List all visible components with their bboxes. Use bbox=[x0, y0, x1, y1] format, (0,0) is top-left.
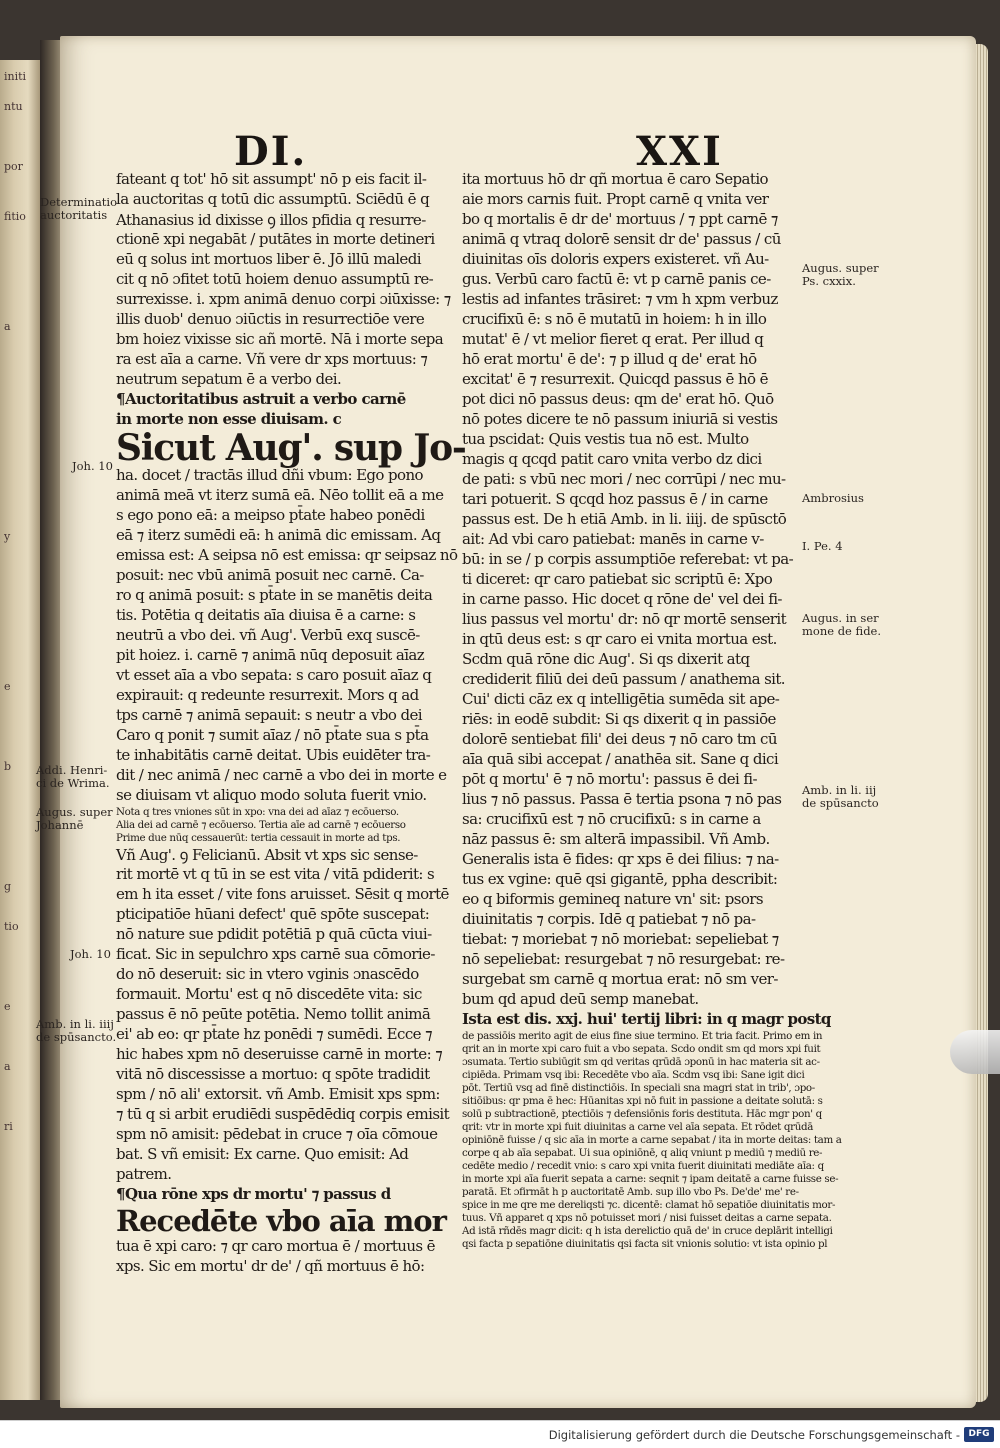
funding-credit: Digitalisierung gefördert durch die Deutsche Forschungsgemeinschaft - bbox=[548, 1428, 960, 1442]
left-page-fragment: fitio bbox=[4, 210, 26, 223]
text-line: fateant q tot' hō sit assumpt' nō p eis facit il- bbox=[116, 170, 427, 188]
text-line: emissa est: A seipsa nō est emissa: qr seipsaz nō bbox=[116, 546, 458, 564]
left-page-fragment: por bbox=[4, 160, 23, 173]
text-line: animā q vtraq dolorē sensit dr de' passus / cū bbox=[462, 230, 781, 248]
text-line: xps. Sic em mortu' dr de' / qñ mortuus ē hō: bbox=[116, 1257, 425, 1275]
text-line: riēs: in eodē subdit: Si qs dixerit q in passiōe bbox=[462, 710, 776, 728]
text-line: lestis ad infantes trāsiret: ⁊ vm h xpm verbuz bbox=[462, 290, 778, 308]
left-page-fragment: ri bbox=[4, 1120, 13, 1133]
marginal-note: Joh. 10 bbox=[72, 459, 113, 473]
left-page-fragment: tio bbox=[4, 920, 19, 933]
text-line: tiebat: ⁊ moriebat ⁊ nō moriebat: sepeliebat ⁊ bbox=[462, 930, 779, 948]
text-line: Vñ Aug'. ꝯ Felicianū. Absit vt xps sic sense- bbox=[116, 846, 418, 864]
text-line: qrit: vtr in morte xpi fuit diuinitas a carne vel aīa sepata. Et rōdet qrūdā bbox=[462, 1121, 814, 1133]
running-head-left: DI. bbox=[234, 128, 308, 175]
marginal-note: Joh. 10 bbox=[70, 947, 111, 961]
text-line: ɔsumata. Tertio subiūgit sm qd veritas qrūdā ɔponū in hac materia sit ac- bbox=[462, 1056, 820, 1068]
text-line: aie mors carnis fuit. Propt carnē q vnita ver bbox=[462, 190, 769, 208]
text-line: Nota q tres vniones sūt in xpo: vna dei ad aīaz ⁊ ecōuerso. bbox=[116, 806, 399, 818]
text-line: eo q biformis gemineq nature vn' sit: psors bbox=[462, 890, 763, 908]
marginal-note: Amb. in li. iiij de spūsancto. bbox=[36, 1017, 117, 1044]
text-line: ¶Qua rōne xps dr mortu' ⁊ passus d bbox=[116, 1185, 391, 1203]
text-line: s ego pono eā: a meipso pt̄ate habeo ponēdi bbox=[116, 506, 425, 524]
text-line: de passiōis merito agit de eius fine siue termino. Et tria facit. Primo em in bbox=[462, 1030, 823, 1042]
text-line: bū: in se / p corpis assumptiōe referebat: vt pa- bbox=[462, 550, 794, 568]
text-line: ficat. Sic in sepulchro xps carnē sua cōmorie- bbox=[116, 945, 435, 963]
left-page-fragment: a bbox=[4, 320, 11, 333]
text-line: tps carnē ⁊ animā sepauit: s neutr a vbo dei bbox=[116, 706, 422, 724]
text-line: tua pscidat: Quis vestis tua nō est. Multo bbox=[462, 430, 749, 448]
left-page-fragment: b bbox=[4, 760, 12, 773]
text-line: Recedēte vbo aīa mor bbox=[116, 1204, 446, 1238]
text-line: Caro q ponit ⁊ sumit aīaz / nō pt̄ate sua s pt̄a bbox=[116, 726, 429, 744]
text-line: te inhabitātis carnē deitat. Ubis euidēter tra- bbox=[116, 746, 431, 764]
text-line: corpe q ab aīa sepabat. Ui sua opiniōnē, q aliq vniunt p mediū ⁊ mediū re- bbox=[462, 1147, 823, 1159]
text-line: bat. S vñ emisit: Ex carne. Quo emisit: Ad bbox=[116, 1145, 409, 1163]
text-line: dit / nec animā / nec carnē a vbo dei in morte e bbox=[116, 766, 447, 784]
text-line: expirauit: q redeunte resurrexit. Mors q ad bbox=[116, 686, 419, 704]
text-line: spm / nō ali' extorsit. vñ Amb. Emisit xps spm: bbox=[116, 1085, 440, 1103]
text-line: eū q solus int mortuos liber ē. Jō illū maledi bbox=[116, 250, 421, 268]
text-line: Cui' dicti cāz ex q intelligētia sumēda sit ape- bbox=[462, 690, 780, 708]
text-line: paratā. Et ɔfirmāt h p auctoritatē Amb. sup illo vbo Ps. De'de' me' re- bbox=[462, 1186, 799, 1198]
text-line: cedēte medio / recedit vnio: s caro xpi vnita fuerit diuinitati mediāte aīa: q bbox=[462, 1160, 824, 1172]
text-line: ¶Auctoritatibus astruit a verbo carnē bbox=[116, 390, 406, 408]
text-column-left bbox=[116, 170, 466, 1277]
left-page-fragment: a bbox=[4, 1060, 11, 1073]
text-line: nō sepeliebat: resurgebat ⁊ nō resurgebat: re- bbox=[462, 950, 785, 968]
text-line: vitā nō discessisse a mortuo: q spōte tradidit bbox=[116, 1065, 430, 1083]
text-line: mutat' ē / vt melior fieret q erat. Per illud q bbox=[462, 330, 764, 348]
text-line: pōt q mortu' ē ⁊ nō mortu': passus ē dei fi- bbox=[462, 770, 757, 788]
text-line: nāz passus ē: sm alterā impassibil. Vñ Amb. bbox=[462, 830, 770, 848]
text-line: in carne passo. Hic docet q rōne de' vel dei fi- bbox=[462, 590, 782, 608]
text-line: se diuisam vt aliquo modo soluta fuerit vnio. bbox=[116, 786, 427, 804]
text-line: nō nature sue pdidit potētiā p quā cūcta viui- bbox=[116, 925, 432, 943]
text-line: lius passus vel mortu' dr: nō qr mortē senserit bbox=[462, 610, 787, 628]
text-line: Scdm quā rōne dic Aug'. Si qs dixerit atq bbox=[462, 650, 750, 668]
marginal-note: Augus. super Johannē bbox=[36, 805, 113, 832]
text-line: bo q mortalis ē dr de' mortuus / ⁊ ppt carnē ⁊ bbox=[462, 210, 778, 228]
text-line: in morte xpi aīa fuerit sepata a carne: seqnit ⁊ ipam deitatē a carne fuisse se- bbox=[462, 1173, 839, 1185]
text-line: sa: crucifixū est ⁊ nō crucifixū: s in carne a bbox=[462, 810, 761, 828]
text-line: Prime due nūq cessauerūt: tertia cessauit in morte ad tps. bbox=[116, 832, 401, 844]
text-line: spice in me qre me dereliqsti ⁊c. dicentē: clamat hō sepatiōe diuinitatis mor- bbox=[462, 1199, 836, 1211]
text-line: ro q animā posuit: s pt̄ate in se manētis deita bbox=[116, 586, 433, 604]
text-line: em h ita esset / vite fons aruisset. Sēsit q mortē bbox=[116, 885, 449, 903]
text-line: ita mortuus hō dr qñ mortua ē caro Sepatio bbox=[462, 170, 768, 188]
left-page-fragment: y bbox=[4, 530, 11, 543]
text-line: Athanasius id dixisse ꝯ illos pfidia q resurre- bbox=[116, 211, 426, 229]
text-line: neutrum sepatum ē a verbo dei. bbox=[116, 370, 342, 388]
text-line: bum qd apud deū semp manebat. bbox=[462, 990, 699, 1008]
text-line: Generalis ista ē fides: qr xps ē dei filius: ⁊ na- bbox=[462, 850, 779, 868]
text-line: eā ⁊ iterz sumēdi eā: h animā dic emissam. Aq bbox=[116, 526, 441, 544]
marginal-note: Augus. super Ps. cxxix. bbox=[802, 261, 879, 288]
text-line: Ad istā rñdēs magr dicit: q h ista derelictio quā de' in cruce deplārit intelligi bbox=[462, 1225, 833, 1237]
marginal-note: Amb. in li. iij de spūsancto bbox=[802, 783, 879, 810]
text-line: solū p subtractionē, ptectiōis ⁊ defensiōnis foris destituta. Hāc mgr pon' q bbox=[462, 1108, 822, 1120]
text-line: ei' ab eo: qr pt̄ate hz ponēdi ⁊ sumēdi. Ecce ⁊ bbox=[116, 1025, 432, 1043]
text-line: in qtū deus est: s qr caro ei vnita mortua est. bbox=[462, 630, 777, 648]
text-line: lius ⁊ nō passus. Passa ē tertia psona ⁊ nō pas bbox=[462, 790, 782, 808]
text-line: hō erat mortu' ē de': ⁊ p illud q de' erat hō bbox=[462, 350, 757, 368]
left-page-fragment: g bbox=[4, 880, 12, 893]
marginal-note: Ambrosius bbox=[802, 491, 864, 505]
text-line: surgebat sm carnē q mortua erat: nō sm ver- bbox=[462, 970, 778, 988]
text-line: nō potes dicere te nō passum iniuriā si vestis bbox=[462, 410, 778, 428]
text-line: pot dici nō passus deus: qm de' erat hō. Quō bbox=[462, 390, 774, 408]
text-line: diuinitas oīs doloris expers existeret. vñ Au- bbox=[462, 250, 769, 268]
text-line: Alia dei ad carnē ⁊ ecōuerso. Tertia aīe ad carnē ⁊ ecōuerso bbox=[116, 819, 406, 831]
text-line: tus ex vgine: quē qsi gigantē, ppha describit: bbox=[462, 870, 778, 888]
text-line: excitat' ē ⁊ resurrexit. Quicqd passus ē hō ē bbox=[462, 370, 768, 388]
text-line: tua ē xpi caro: ⁊ qr caro mortua ē / mortuus ē bbox=[116, 1237, 435, 1255]
text-line: ⁊ tū q si arbit erudiēdi suspēdēdiq corpis emisit bbox=[116, 1105, 450, 1123]
text-line: passus est. De h etiā Amb. in li. iiij. de spūsctō bbox=[462, 510, 787, 528]
text-line: Ista est dis. xxj. hui' tertij libri: in q magr postq bbox=[462, 1010, 831, 1028]
page-clip bbox=[950, 1030, 1000, 1074]
running-head-right: XXI bbox=[636, 128, 723, 175]
left-page-fragment: e bbox=[4, 1000, 11, 1013]
text-line: tari potuerit. S qcqd hoz passus ē / in carne bbox=[462, 490, 768, 508]
text-line: opiniōnē fuisse / q sic aīa in morte a carne sepabat / ita in morte deitas: tam a bbox=[462, 1134, 842, 1146]
text-line: ait: Ad vbi caro patiebat: manēs in carne v- bbox=[462, 530, 764, 548]
text-line: pticipatiōe hūani defect' quē spōte suscepat: bbox=[116, 905, 430, 923]
text-line: diuinitatis ⁊ corpis. Idē q patiebat ⁊ nō pa- bbox=[462, 910, 756, 928]
text-line: vt esset aīa a vbo sepata: s caro posuit aīaz q bbox=[116, 666, 432, 684]
text-line: bm hoiez vixisse sic añ mortē. Nā i morte sepa bbox=[116, 330, 444, 348]
text-line: neutrū a vbo dei. vñ Aug'. Verbū exq suscē- bbox=[116, 626, 420, 644]
text-line: rit mortē vt q tū in se est vita / vitā pdiderit: s bbox=[116, 865, 435, 883]
text-line: gus. Verbū caro factū ē: vt p carnē panis ce- bbox=[462, 270, 771, 288]
text-line: la auctoritas q totū dic assumptū. Sciēdū ē q bbox=[116, 190, 430, 208]
text-line: illis duob' denuo ɔiūctis in resurrectiōe vere bbox=[116, 310, 425, 328]
marginal-note: Addi. Henri- ci de Wrima. bbox=[36, 763, 110, 790]
dfg-logo: DFG bbox=[964, 1427, 994, 1442]
text-line: ha. docet / tractās illud dñi vbum: Ego pono bbox=[116, 466, 423, 484]
footer-bar bbox=[0, 1420, 1000, 1448]
text-line: surrexisse. i. xpm animā denuo corpi ɔiūxisse: ⁊ bbox=[116, 290, 451, 308]
text-line: sitiōibus: qr pma ē hec: Hūanitas xpi nō fuit in passione a deitate solutā: s bbox=[462, 1095, 823, 1107]
text-line: ti diceret: qr caro patiebat sic scriptū ē: Xpo bbox=[462, 570, 773, 588]
text-line: cit q nō ɔfitet totū hoiem denuo assumptū re- bbox=[116, 270, 434, 288]
left-page-edge bbox=[0, 60, 40, 1400]
text-line: animā meā vt iterz sumā eā. Nēo tollit eā a me bbox=[116, 486, 444, 504]
text-line: pit hoiez. i. carnē ⁊ animā nūq deposuit aīaz bbox=[116, 646, 425, 664]
text-line: qsi facta p sepatiōne diuinitatis qsi facta sit vnionis solutio: vt ista opinio pl bbox=[462, 1238, 828, 1250]
left-page-fragment: initi bbox=[4, 70, 27, 83]
text-line: cipiēda. Primam vsq ibi: Recedēte vbo aīa. Scdm vsq ibi: Sane igit dici bbox=[462, 1069, 805, 1081]
text-line: ra est aīa a carne. Vñ vere dr xps mortuus: ⁊ bbox=[116, 350, 428, 368]
text-line: do nō deseruit: sic in vtero vginis ɔnascēdo bbox=[116, 965, 419, 983]
marginal-note: Augus. in ser mone de fide. bbox=[802, 611, 882, 638]
text-line: spm nō amisit: pēdebat in cruce ⁊ oīa cōmoue bbox=[116, 1125, 438, 1143]
text-line: patrem. bbox=[116, 1165, 172, 1183]
text-line: in morte non esse diuisam. c bbox=[116, 410, 342, 428]
left-page-fragment: e bbox=[4, 680, 11, 693]
marginal-note: Determinatio auctoritatis bbox=[40, 195, 118, 222]
text-line: hic habes xpm nō deseruisse carnē in morte: ⁊ bbox=[116, 1045, 443, 1063]
text-line: posuit: nec vbū animā posuit nec carnē. Ca- bbox=[116, 566, 424, 584]
text-line: magis q qcqd patit caro vnita verbo dz dici bbox=[462, 450, 762, 468]
text-line: tis. Potētia q deitatis aīa diuisa ē a carne: s bbox=[116, 606, 416, 624]
text-line: formauit. Mortu' est q nō discedēte vita: sic bbox=[116, 985, 422, 1003]
text-line: crediderit filiū dei deū passum / anathema sit. bbox=[462, 670, 785, 688]
text-line: passus ē nō peūte potētia. Nemo tollit animā bbox=[116, 1005, 431, 1023]
marginal-note: I. Pe. 4 bbox=[802, 539, 843, 553]
text-line: qrit an in morte xpi caro fuit a vbo sepata. Scdo ondit sm qd mors xpi fuit bbox=[462, 1043, 821, 1055]
text-line: crucifixū ē: s nō ē mutatū in hoiem: h in illo bbox=[462, 310, 767, 328]
text-line: tuus. Vñ apparet q xps nō potuisset mori / nisi fuisset deitas a carne sepata. bbox=[462, 1212, 832, 1224]
text-line: de pati: s vbū nec mori / nec corrūpi / nec mu- bbox=[462, 470, 786, 488]
text-line: aīa quā sibi accepat / anathēa sit. Sane q dici bbox=[462, 750, 779, 768]
text-line: ctionē xpi negabāt / putātes in morte detineri bbox=[116, 230, 435, 248]
text-line: pōt. Tertiū vsq ad finē distinctiōis. In speciali sna magri stat in trib', ɔpo- bbox=[462, 1082, 815, 1094]
text-line: Sicut Aug'. sup Jo- bbox=[116, 427, 466, 469]
text-line: dolorē sentiebat fili' dei deus ⁊ nō caro tm cū bbox=[462, 730, 777, 748]
left-page-fragment: ntu bbox=[4, 100, 23, 113]
